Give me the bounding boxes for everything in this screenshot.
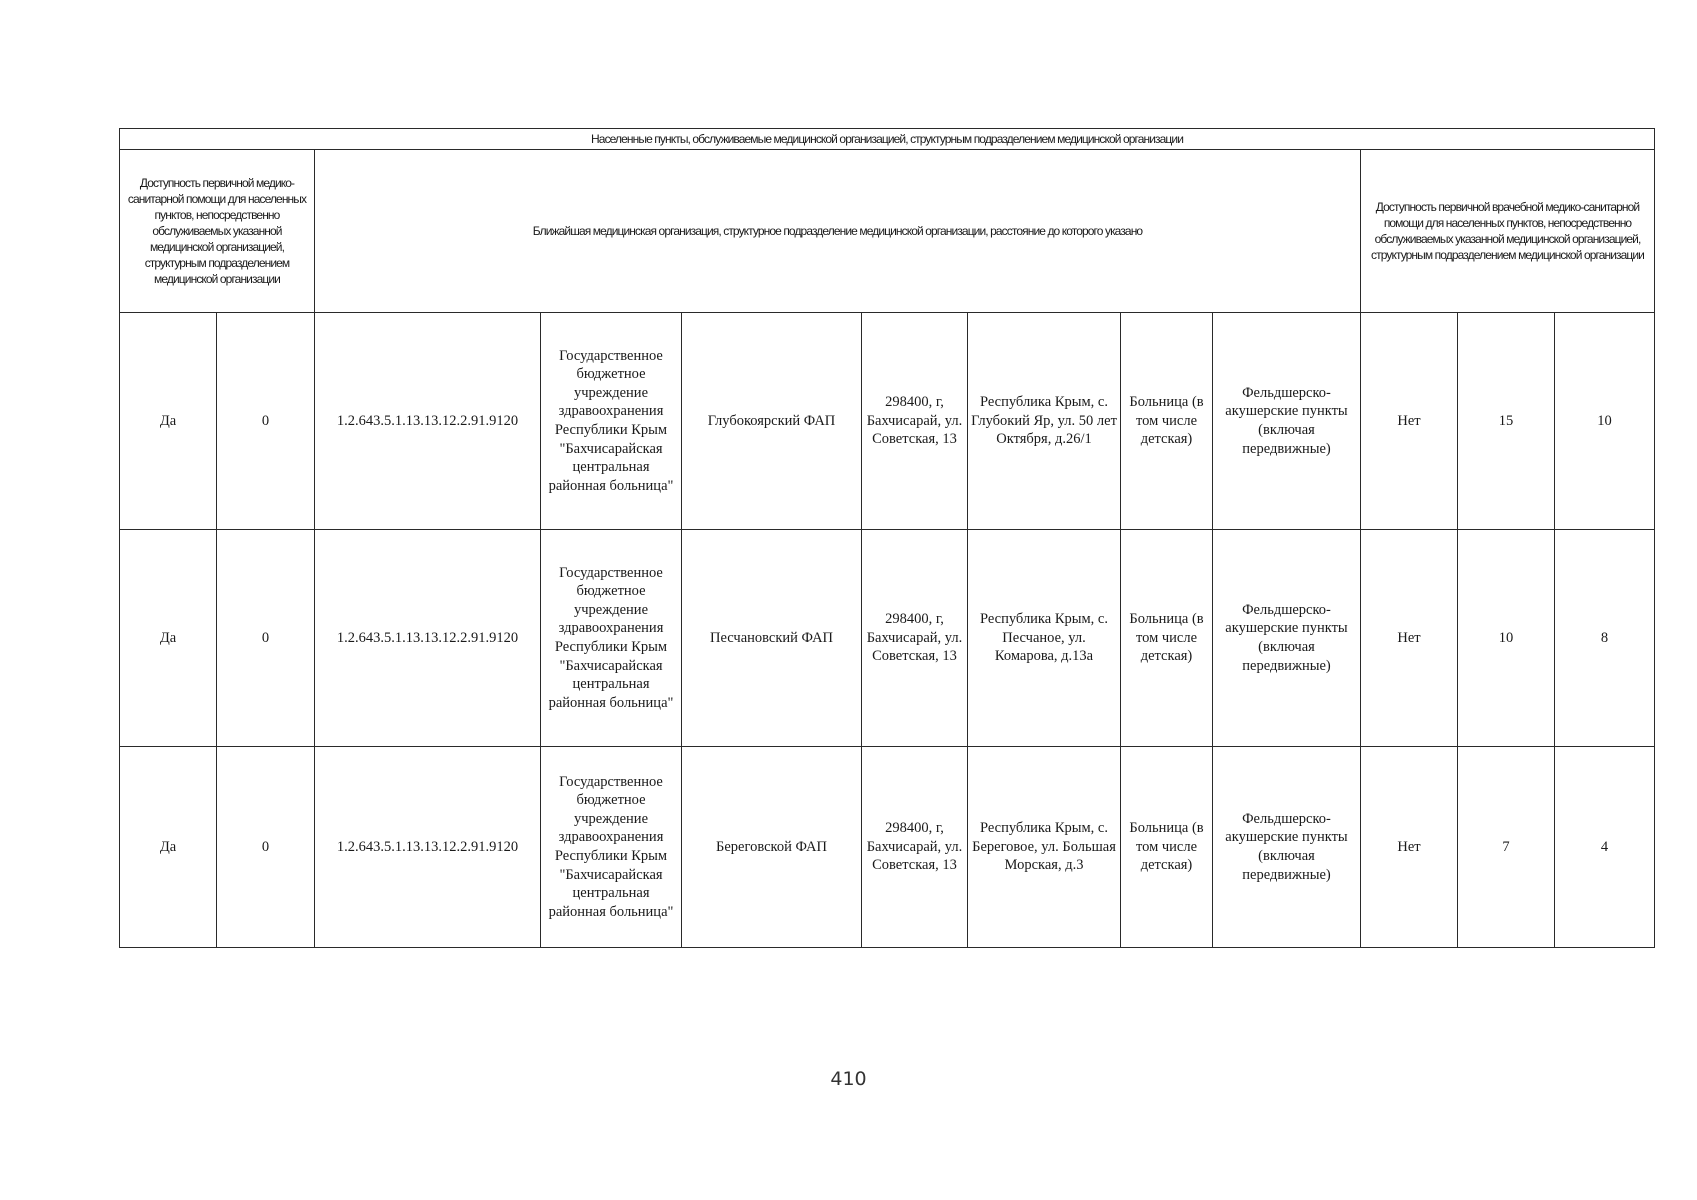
cell-time: 8 (1555, 530, 1655, 747)
cell-value: 0 (217, 747, 315, 948)
data-table (119, 128, 1655, 948)
cell-org-type: Больница (в том числе детская) (1121, 530, 1213, 747)
cell-organization: Государственное бюджетное учреждение здравоохранения Республики Крым "Бахчисарайская центральная районная больница" (541, 530, 682, 747)
cell-availability: Да (120, 747, 217, 948)
cell-doctor-availability: Нет (1361, 747, 1458, 948)
table-title: Населенные пункты, обслуживаемые медицинской организацией, структурным подразделением медицинской организации (120, 129, 1655, 150)
cell-availability: Да (120, 530, 217, 747)
cell-distance: 10 (1458, 530, 1555, 747)
cell-organization: Государственное бюджетное учреждение здравоохранения Республики Крым "Бахчисарайская центральная районная больница" (541, 747, 682, 948)
header-nearest-organization: Ближайшая медицинская организация, структурное подразделение медицинской организации, расстояние до которого указано (315, 150, 1361, 313)
cell-doctor-availability: Нет (1361, 313, 1458, 530)
header-primary-care-availability: Доступность первичной медико-санитарной помощи для населенных пунктов, непосредственно обслуживаемых указанной медицинской организацией, структурным подразделением медицинской организации (120, 150, 315, 313)
table-header-row (120, 150, 1655, 313)
table-title-row (120, 129, 1655, 150)
cell-unit-type: Фельдшерско-акушерские пункты (включая передвижные) (1213, 530, 1361, 747)
cell-unit: Глубокоярский ФАП (682, 313, 862, 530)
cell-value: 0 (217, 530, 315, 747)
cell-org-address: 298400, г, Бахчисарай, ул. Советская, 13 (862, 313, 968, 530)
cell-availability: Да (120, 313, 217, 530)
cell-distance: 7 (1458, 747, 1555, 948)
cell-distance: 15 (1458, 313, 1555, 530)
cell-unit-address: Республика Крым, с. Береговое, ул. Большая Морская, д.3 (968, 747, 1121, 948)
cell-unit-address: Республика Крым, с. Глубокий Яр, ул. 50 лет Октября, д.26/1 (968, 313, 1121, 530)
cell-oid: 1.2.643.5.1.13.13.12.2.91.9120 (315, 747, 541, 948)
cell-unit: Песчановский ФАП (682, 530, 862, 747)
cell-org-address: 298400, г, Бахчисарай, ул. Советская, 13 (862, 747, 968, 948)
cell-org-type: Больница (в том числе детская) (1121, 313, 1213, 530)
table-row (120, 530, 1655, 747)
table-row (120, 313, 1655, 530)
cell-doctor-availability: Нет (1361, 530, 1458, 747)
cell-unit-address: Республика Крым, с. Песчаное, ул. Комарова, д.13а (968, 530, 1121, 747)
cell-oid: 1.2.643.5.1.13.13.12.2.91.9120 (315, 530, 541, 747)
page-number: 410 (830, 1068, 867, 1090)
cell-organization: Государственное бюджетное учреждение здравоохранения Республики Крым "Бахчисарайская центральная районная больница" (541, 313, 682, 530)
cell-unit-type: Фельдшерско-акушерские пункты (включая передвижные) (1213, 747, 1361, 948)
cell-org-type: Больница (в том числе детская) (1121, 747, 1213, 948)
table-row (120, 747, 1655, 948)
header-doctor-care-availability: Доступность первичной врачебной медико-санитарной помощи для населенных пунктов, непосредственно обслуживаемых указанной медицинской организацией, структурным подразделением медицинской организации (1361, 150, 1655, 313)
cell-value: 0 (217, 313, 315, 530)
cell-org-address: 298400, г, Бахчисарай, ул. Советская, 13 (862, 530, 968, 747)
cell-unit: Береговской ФАП (682, 747, 862, 948)
cell-oid: 1.2.643.5.1.13.13.12.2.91.9120 (315, 313, 541, 530)
cell-time: 10 (1555, 313, 1655, 530)
cell-unit-type: Фельдшерско-акушерские пункты (включая передвижные) (1213, 313, 1361, 530)
cell-time: 4 (1555, 747, 1655, 948)
